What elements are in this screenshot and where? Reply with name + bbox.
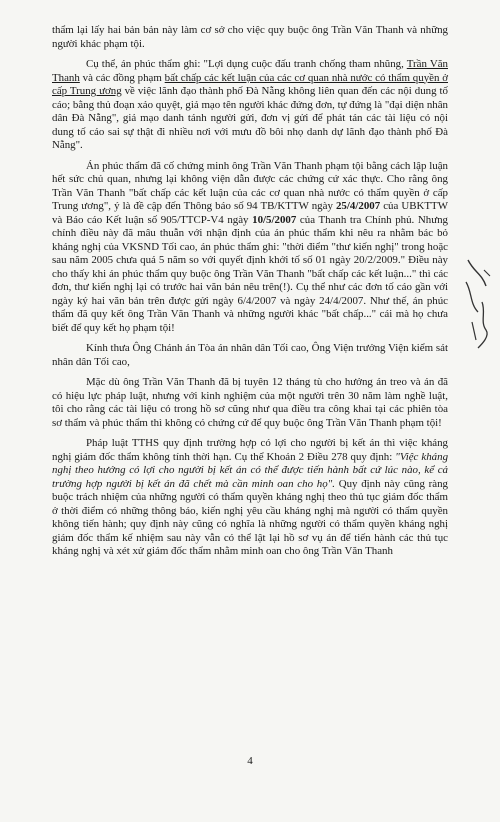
p3-bold-date-1: 25/4/2007 xyxy=(335,200,381,212)
p2-text-c: về việc lãnh đạo thành phố Đà Nẵng không liên quan đến các nội dung tố cáo; bằng thủ đoạn xảo quyệt, giả mạo tên người khác đứng đơn, tự đứng là "đại diện nhân dân Đà Nẵng", giả mạo danh tánh người gửi, đơn vị gửi để phát tán các tài liệu có nội dung tố cáo sai sự thật đi nhiều nơi với mưu đồ bôi nhọ danh dự lãnh đạo thành phố Đà Nẵng". xyxy=(52,85,448,151)
p6-text-c: Quy định này cũng ràng buộc trách nhiệm của những người có thẩm quyền kháng nghị theo thủ tục giám đốc thẩm ở thời điểm có những thông báo, kiến nghị yêu cầu kháng nghị mà người có thẩm quyền không tiến hành; quy định này cũng có nghĩa là những người có thẩm quyền kháng nghị giám đốc thẩm kế nhiệm sau này vẫn có thể lật lại hồ sơ vụ án để tiến hành các thủ tục kháng nghị và xét xử giám đốc thẩm nhằm minh oan cho ông Trần Văn Thanh xyxy=(52,477,448,557)
p3-bold-date-2: 10/5/2007 xyxy=(252,213,297,226)
document-body xyxy=(52,24,448,566)
p2-text-b: và các đồng phạm xyxy=(79,71,165,84)
paragraph-6 xyxy=(52,437,448,559)
p3-text-c: của Thanh tra Chính phủ. Nhưng chính điều này đã mâu thuẫn với nhận định của án phúc thẩm khi nêu ra nhằm bác bỏ kháng nghị của VKSND Tối cao, án phúc thẩm ghi: "thời điểm "thư kiến nghị" trong hoặc sau năm 2005 chưa quá 5 năm so với quyết định khởi tố số 01 ngày 20/2/2009." Điều này cho thấy khi án phúc thẩm quy buộc ông Trần Văn Thanh "bất chấp các kết luận..." thì các đơn, thư kiến nghị lại có trước hai văn bản nêu trên(!). Cụ thể như các đơn tố cáo gần với ngày ký hai văn bản trên được gửi ngày 6/4/2007 và ngày 24/4/2007. Như thế, án phúc thẩm đã quy kết ông Trần Văn Thanh và những người khác "bất chấp..." cái mà họ chưa biết để quy kết họ phạm tội! xyxy=(52,213,449,334)
p2-underline-phrase: bất chấp các kết luận của các cơ quan nhà nước có thẩm quyền ở cấp Trung ương xyxy=(52,71,448,97)
page-number: 4 xyxy=(247,755,253,767)
paragraph-3 xyxy=(52,160,448,336)
paragraph-1: thẩm lại lấy hai bản bản này làm cơ sở cho việc quy buộc ông Trần Văn Thanh và những người khác phạm tội. xyxy=(52,24,448,50)
p3-text-b: của UBKTTW và Báo cáo Kết luận số 905/TTCP-V4 ngày xyxy=(52,200,448,226)
paragraph-5: Mặc dù ông Trần Văn Thanh đã bị tuyên 12 tháng tù cho hưởng án treo và án đã có hiệu lực pháp luật, nhưng với kinh nghiệm của một người trên 30 năm làm nghề luật, tôi cho rằng các tài liệu có trong hồ sơ cũng như qua điều tra công khai tại các phiên tòa sơ thẩm và phúc thẩm thì không có chứng cứ để quy buộc ông Trần Văn Thanh phạm tội! xyxy=(52,376,448,429)
p3-text-a: Án phúc thẩm đã cố chứng minh ông Trần Văn Thanh phạm tội bằng cách lập luận hết sức chủ quan, nhưng lại không viện dẫn được các chứng cứ xác thực. Cho rằng ông Trần Văn Thanh "bất chấp các kết luận của các cơ quan nhà nước có thẩm quyền ở cấp Trung ương", ý là đề cập đến Thông báo số 94 TB/KTTW ngày xyxy=(52,159,448,212)
p6-italic-quote: "Việc kháng nghị theo hướng có lợi cho người bị kết án có thể được tiến hành bất cứ lúc nào, kể cả trường hợp người bị kết án đã chết mà cần minh oan cho họ". xyxy=(52,450,449,490)
p2-underline-name: Trần Văn Thanh xyxy=(52,58,448,84)
paragraph-4: Kính thưa Ông Chánh án Tòa án nhân dân Tối cao, Ông Viện trưởng Viện kiểm sát nhân dân Tối cao, xyxy=(52,342,448,368)
p6-text-a: Pháp luật TTHS quy định trường hợp có lợi cho người bị kết án thì việc kháng nghị giám đốc thẩm không tính thời hạn. Cụ thể Khoản 2 Điều 278 quy định: xyxy=(52,437,448,463)
p2-text-a: Cụ thể, án phúc thẩm ghi: "Lợi dụng cuộc đấu tranh chống tham nhũng, xyxy=(86,58,407,70)
margin-handwriting-mark xyxy=(462,252,494,358)
paragraph-2 xyxy=(52,58,448,153)
